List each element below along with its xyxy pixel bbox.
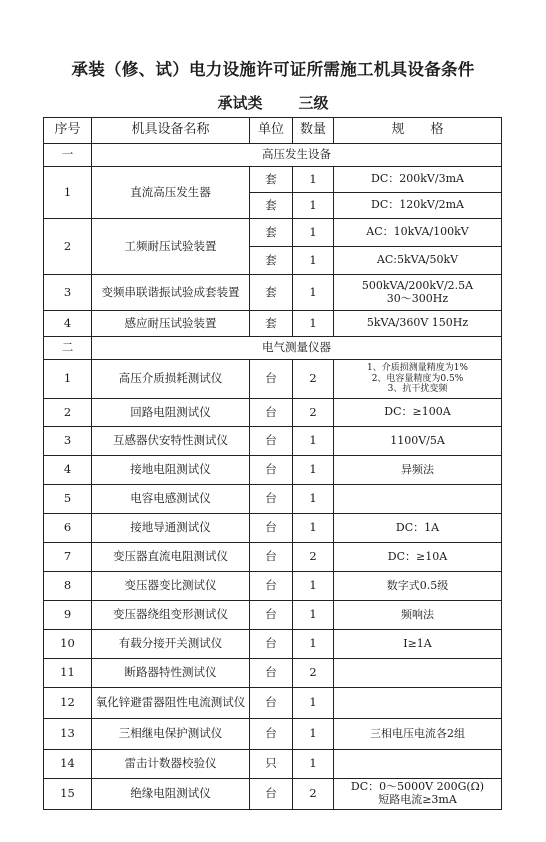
row-no: 10 bbox=[44, 630, 92, 659]
row-spec: DC：≥100A bbox=[334, 399, 502, 427]
section-row bbox=[44, 337, 502, 360]
row-name: 回路电阻测试仪 bbox=[92, 399, 250, 427]
row-spec: DC：≥10A bbox=[334, 543, 502, 572]
spec-line: 2、电容量精度为0.5% bbox=[371, 373, 464, 384]
section-row bbox=[44, 144, 502, 167]
spec-line: 短路电流≥3mA bbox=[378, 793, 457, 806]
table-row bbox=[44, 167, 502, 193]
row-unit: 套 bbox=[250, 167, 293, 193]
table-header-row bbox=[44, 118, 502, 144]
row-unit: 台 bbox=[250, 572, 293, 601]
header-no: 序号 bbox=[44, 118, 92, 144]
header-name: 机具设备名称 bbox=[92, 118, 250, 144]
row-unit: 台 bbox=[250, 456, 293, 485]
row-unit: 套 bbox=[250, 275, 293, 311]
row-no: 2 bbox=[44, 219, 92, 275]
row-name: 直流高压发生器 bbox=[92, 167, 250, 219]
row-spec: DC：1A bbox=[334, 514, 502, 543]
row-qty: 1 bbox=[293, 456, 334, 485]
row-name: 变压器直流电阻测试仪 bbox=[92, 543, 250, 572]
row-qty: 2 bbox=[293, 543, 334, 572]
spec-line: 30～300Hz bbox=[386, 291, 449, 305]
row-unit: 套 bbox=[250, 193, 293, 219]
row-name: 高压介质损耗测试仪 bbox=[92, 360, 250, 399]
section-label: 二 bbox=[44, 337, 92, 360]
row-spec bbox=[334, 659, 502, 688]
row-name: 变频串联谐振试验成套装置 bbox=[92, 275, 250, 311]
row-qty: 2 bbox=[293, 360, 334, 399]
equipment-table bbox=[43, 117, 502, 810]
row-name: 变压器绕组变形测试仪 bbox=[92, 601, 250, 630]
row-qty: 1 bbox=[293, 514, 334, 543]
table-row bbox=[44, 456, 502, 485]
row-name: 工频耐压试验装置 bbox=[92, 219, 250, 275]
row-qty: 1 bbox=[293, 311, 334, 337]
table-row bbox=[44, 630, 502, 659]
table-row bbox=[44, 275, 502, 311]
header-unit: 单位 bbox=[250, 118, 293, 144]
row-qty: 1 bbox=[293, 485, 334, 514]
row-qty: 1 bbox=[293, 750, 334, 779]
row-no: 6 bbox=[44, 514, 92, 543]
row-name: 雷击计数器校验仪 bbox=[92, 750, 250, 779]
row-spec: AC：10kVA/100kV bbox=[334, 219, 502, 247]
table-row bbox=[44, 719, 502, 750]
row-qty: 1 bbox=[293, 572, 334, 601]
row-no: 3 bbox=[44, 275, 92, 311]
row-spec bbox=[334, 485, 502, 514]
row-unit: 台 bbox=[250, 630, 293, 659]
row-name: 断路器特性测试仪 bbox=[92, 659, 250, 688]
row-no: 1 bbox=[44, 167, 92, 219]
row-name: 接地导通测试仪 bbox=[92, 514, 250, 543]
document-subtitle bbox=[0, 92, 546, 113]
row-spec bbox=[334, 360, 502, 399]
table-row bbox=[44, 485, 502, 514]
row-no: 7 bbox=[44, 543, 92, 572]
row-spec: 三相电压电流各2组 bbox=[334, 719, 502, 750]
table-row bbox=[44, 514, 502, 543]
row-qty: 1 bbox=[293, 219, 334, 247]
row-unit: 套 bbox=[250, 247, 293, 275]
row-spec: 1100V/5A bbox=[334, 427, 502, 456]
row-qty: 1 bbox=[293, 167, 334, 193]
row-unit: 台 bbox=[250, 601, 293, 630]
row-no: 11 bbox=[44, 659, 92, 688]
document-title: 承装（修、试）电力设施许可证所需施工机具设备条件 bbox=[71, 60, 475, 79]
row-name: 绝缘电阻测试仪 bbox=[92, 779, 250, 810]
row-qty: 1 bbox=[293, 193, 334, 219]
table-row bbox=[44, 659, 502, 688]
row-spec bbox=[334, 275, 502, 311]
table-row bbox=[44, 688, 502, 719]
row-unit: 台 bbox=[250, 514, 293, 543]
header-qty: 数量 bbox=[293, 118, 334, 144]
table-row bbox=[44, 601, 502, 630]
row-unit: 台 bbox=[250, 688, 293, 719]
row-spec: DC：120kV/2mA bbox=[334, 193, 502, 219]
header-spec: 规 格 bbox=[334, 118, 502, 144]
level-label: 三级 bbox=[298, 94, 329, 112]
row-spec: 异频法 bbox=[334, 456, 502, 485]
row-no: 13 bbox=[44, 719, 92, 750]
row-name: 变压器变比测试仪 bbox=[92, 572, 250, 601]
section-title: 高压发生设备 bbox=[92, 144, 502, 167]
row-spec: 5kVA/360V 150Hz bbox=[334, 311, 502, 337]
row-no: 3 bbox=[44, 427, 92, 456]
row-qty: 1 bbox=[293, 630, 334, 659]
table-row bbox=[44, 543, 502, 572]
row-spec bbox=[334, 779, 502, 810]
spec-line: 500kVA/200kV/2.5A bbox=[361, 278, 474, 292]
row-qty: 1 bbox=[293, 247, 334, 275]
row-qty: 1 bbox=[293, 719, 334, 750]
row-name: 三相继电保护测试仪 bbox=[92, 719, 250, 750]
table-row bbox=[44, 427, 502, 456]
row-spec: AC:5kVA/50kV bbox=[334, 247, 502, 275]
row-spec bbox=[334, 750, 502, 779]
row-spec: 频响法 bbox=[334, 601, 502, 630]
row-no: 12 bbox=[44, 688, 92, 719]
row-name: 互感器伏安特性测试仪 bbox=[92, 427, 250, 456]
row-unit: 套 bbox=[250, 311, 293, 337]
table-row bbox=[44, 399, 502, 427]
row-no: 1 bbox=[44, 360, 92, 399]
row-no: 8 bbox=[44, 572, 92, 601]
row-unit: 台 bbox=[250, 659, 293, 688]
category-label: 承试类 bbox=[217, 94, 263, 112]
row-unit: 台 bbox=[250, 779, 293, 810]
row-spec bbox=[334, 688, 502, 719]
spec-line: 3、抗干扰变频 bbox=[387, 384, 448, 395]
table-row bbox=[44, 311, 502, 337]
table-row bbox=[44, 572, 502, 601]
spec-line: 1、介质损测量精度为1% bbox=[366, 363, 468, 374]
row-unit: 台 bbox=[250, 485, 293, 514]
section-title: 电气测量仪器 bbox=[92, 337, 502, 360]
row-qty: 2 bbox=[293, 659, 334, 688]
row-name: 电容电感测试仪 bbox=[92, 485, 250, 514]
row-unit: 台 bbox=[250, 543, 293, 572]
row-name: 接地电阻测试仪 bbox=[92, 456, 250, 485]
table-row bbox=[44, 750, 502, 779]
row-no: 15 bbox=[44, 779, 92, 810]
spec-line: DC：0～5000V 200G(Ω) bbox=[350, 780, 485, 794]
row-spec: DC：200kV/3mA bbox=[334, 167, 502, 193]
table-row bbox=[44, 360, 502, 399]
section-label: 一 bbox=[44, 144, 92, 167]
row-unit: 台 bbox=[250, 360, 293, 399]
row-no: 4 bbox=[44, 456, 92, 485]
table-row bbox=[44, 779, 502, 810]
row-no: 14 bbox=[44, 750, 92, 779]
row-no: 5 bbox=[44, 485, 92, 514]
row-unit: 台 bbox=[250, 719, 293, 750]
row-qty: 1 bbox=[293, 427, 334, 456]
row-unit: 台 bbox=[250, 399, 293, 427]
row-qty: 2 bbox=[293, 779, 334, 810]
row-qty: 1 bbox=[293, 601, 334, 630]
row-name: 有载分接开关测试仪 bbox=[92, 630, 250, 659]
row-no: 4 bbox=[44, 311, 92, 337]
row-name: 氧化锌避雷器阻性电流测试仪 bbox=[92, 688, 250, 719]
row-unit: 台 bbox=[250, 427, 293, 456]
row-qty: 1 bbox=[293, 688, 334, 719]
row-spec: 数字式0.5级 bbox=[334, 572, 502, 601]
row-no: 9 bbox=[44, 601, 92, 630]
table-row bbox=[44, 219, 502, 247]
row-qty: 2 bbox=[293, 399, 334, 427]
row-name: 感应耐压试验装置 bbox=[92, 311, 250, 337]
row-unit: 只 bbox=[250, 750, 293, 779]
row-no: 2 bbox=[44, 399, 92, 427]
row-unit: 套 bbox=[250, 219, 293, 247]
row-spec: I≥1A bbox=[334, 630, 502, 659]
row-qty: 1 bbox=[293, 275, 334, 311]
